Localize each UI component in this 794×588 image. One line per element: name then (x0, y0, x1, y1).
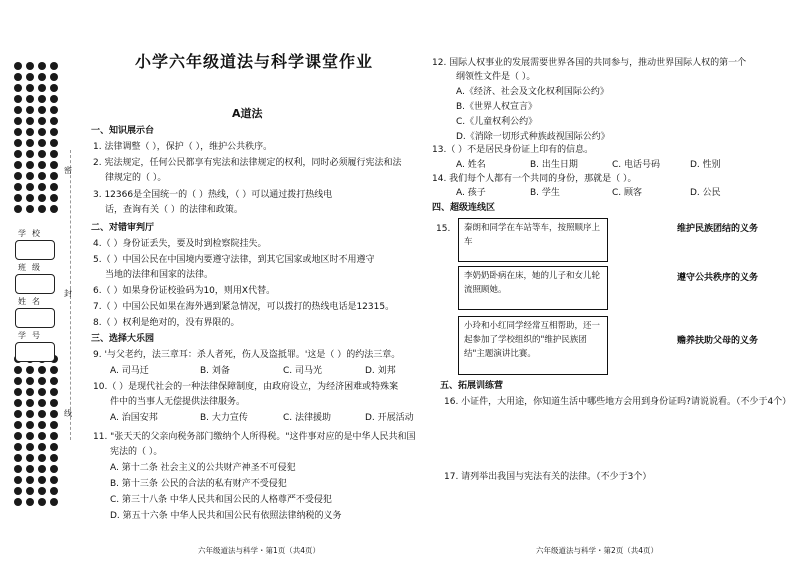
question-8: 8.（ ）权利是绝对的，没有界限的。 (93, 318, 240, 328)
question-12-option-c: C.《儿童权利公约》 (456, 117, 538, 127)
question-10-option-c: C. 法律援助 (283, 413, 332, 423)
binding-dot (26, 150, 34, 158)
binding-dot (26, 432, 34, 440)
section-5-heading: 五、拓展训练营 (440, 381, 504, 391)
question-9-option-d: D. 刘邦 (365, 366, 396, 376)
question-10-line1: 10.（ ）是现代社会的一种法律保障制度，由政府设立，为经济困难或特殊案 (93, 382, 399, 392)
binding-dots-top (14, 62, 60, 213)
binding-dot (50, 421, 58, 429)
binding-dot (26, 476, 34, 484)
question-10-option-b: B. 大力宣传 (200, 413, 248, 423)
binding-dot (26, 388, 34, 396)
binding-dot (38, 421, 46, 429)
binding-dot (26, 205, 34, 213)
binding-dot (14, 95, 22, 103)
binding-dot (50, 487, 58, 495)
binding-dot (50, 432, 58, 440)
school-field[interactable] (15, 240, 55, 260)
binding-dot (26, 128, 34, 136)
binding-dot (50, 183, 58, 191)
binding-dot (14, 432, 22, 440)
binding-dot (38, 432, 46, 440)
question-9-option-b: B. 刘备 (200, 366, 230, 376)
binding-dot (26, 399, 34, 407)
binding-dot (38, 366, 46, 374)
binding-dot (50, 172, 58, 180)
question-12-line1: 12. 国际人权事业的发展需要世界各国的共同参与，推动世界国际人权的第一个 (432, 58, 747, 68)
question-10-line2: 件中的当事人无偿提供法律服务。 (110, 397, 246, 407)
binding-dot (14, 172, 22, 180)
binding-dot (38, 465, 46, 473)
question-11-line1: 11. "张天天的父亲向税务部门缴纳个人所得税。"这件事对应的是中华人民共和国 (93, 432, 416, 442)
question-11-line2: 宪法的（ ）。 (110, 447, 163, 457)
match-left-item-2[interactable] (458, 266, 608, 310)
binding-dot (38, 377, 46, 385)
binding-dot (38, 62, 46, 70)
binding-dot (50, 498, 58, 506)
page-2-footer: 六年级道法与科学・第2页（共4页） (536, 546, 659, 555)
question-15-number: 15. (436, 224, 451, 234)
binding-dot (50, 388, 58, 396)
binding-dot (38, 84, 46, 92)
question-12-option-a: A.《经济、社会及文化权利国际公约》 (456, 87, 609, 97)
binding-dot (26, 454, 34, 462)
binding-dot (26, 106, 34, 114)
question-14-option-d: D. 公民 (690, 188, 721, 198)
binding-dot (14, 443, 22, 451)
match-right-item-1[interactable]: 维护民族团结的义务 (677, 224, 759, 234)
match-left-item-1[interactable] (458, 218, 608, 262)
binding-dot (38, 73, 46, 81)
binding-dot (50, 366, 58, 374)
binding-dot (38, 205, 46, 213)
name-field[interactable] (15, 308, 55, 328)
binding-dot (26, 421, 34, 429)
binding-dot (14, 194, 22, 202)
binding-dot (50, 194, 58, 202)
question-14-option-c: C. 顾客 (612, 188, 643, 198)
question-16: 16. 小证件，大用途，你知道生活中哪些地方会用到身份证吗?请说说看。（不少于4个） (444, 397, 792, 407)
section-2-heading: 二、对错审判厅 (91, 223, 155, 233)
match-left-item-2-text: 李奶奶卧病在床，她的儿子和女儿轮流照顾她。 (464, 271, 601, 295)
binding-dot (14, 128, 22, 136)
binding-strip (0, 0, 80, 588)
binding-dot (50, 476, 58, 484)
question-11-option-d: D. 第五十六条 中华人民共和国公民有依照法律纳税的义务 (110, 511, 342, 521)
binding-dot (50, 150, 58, 158)
match-left-item-3-text: 小玲和小红同学经常互相帮助，还一起参加了学校组织的"维护民族团结"主题演讲比赛。 (464, 321, 601, 359)
question-13: 13.（ ）不是居民身份证上印有的信息。 (432, 145, 594, 155)
question-13-option-d: D. 性别 (690, 160, 721, 170)
section-4-heading: 四、超级连线区 (432, 203, 496, 213)
binding-dot (26, 410, 34, 418)
question-11-option-c: C. 第三十八条 中华人民共和国公民的人格尊严不受侵犯 (110, 495, 332, 505)
question-11-option-a: A. 第十二条 社会主义的公共财产神圣不可侵犯 (110, 463, 296, 473)
section-1-heading: 一、知识展示台 (91, 126, 155, 136)
binding-dot (26, 73, 34, 81)
binding-dot (14, 117, 22, 125)
binding-dot (38, 454, 46, 462)
binding-dot (14, 205, 22, 213)
binding-dot (26, 183, 34, 191)
page-title: 小学六年级道法与科学课堂作业 (135, 52, 374, 71)
question-10-option-a: A. 治国安邦 (110, 413, 158, 423)
binding-dot (38, 95, 46, 103)
binding-dot (38, 388, 46, 396)
binding-dot (26, 465, 34, 473)
binding-dot (14, 84, 22, 92)
binding-dot (14, 388, 22, 396)
binding-dot (38, 106, 46, 114)
name-label: 姓名 (18, 297, 46, 306)
binding-dot (14, 62, 22, 70)
binding-dot (38, 150, 46, 158)
binding-dot (14, 106, 22, 114)
binding-dot (14, 150, 22, 158)
question-2-line1: 2. 宪法规定，任何公民都享有宪法和法律规定的权利，同时必须履行宪法和法 (93, 158, 402, 168)
binding-dot (50, 443, 58, 451)
question-4: 4.（ ）身份证丢失，要及时到检察院挂失。 (93, 239, 267, 249)
question-5-line2: 当地的法律和国家的法律。 (105, 270, 214, 280)
question-14-option-a: A. 孩子 (456, 188, 486, 198)
binding-dot (38, 487, 46, 495)
page-1-footer: 六年级道法与科学・第1页（共4页） (198, 546, 321, 555)
binding-dot (38, 194, 46, 202)
binding-dot (38, 128, 46, 136)
binding-dot (50, 139, 58, 147)
binding-dot (14, 183, 22, 191)
question-9: 9. '与父老约，法三章耳：杀人者死，伤人及盗抵罪。'这是（ ）的约法三章。 (93, 350, 401, 360)
binding-dot (14, 399, 22, 407)
question-13-option-c: C. 电话号码 (612, 160, 661, 170)
binding-dot (50, 106, 58, 114)
binding-dot (26, 377, 34, 385)
binding-dot (26, 172, 34, 180)
binding-dot (14, 139, 22, 147)
binding-dot (26, 498, 34, 506)
binding-dot (38, 183, 46, 191)
binding-dot (14, 454, 22, 462)
question-14-option-b: B. 学生 (530, 188, 560, 198)
binding-dot (38, 476, 46, 484)
binding-dot (38, 498, 46, 506)
binding-dot (14, 465, 22, 473)
student-id-field[interactable] (15, 342, 55, 362)
binding-dot (50, 454, 58, 462)
question-17: 17. 请列举出我国与宪法有关的法律。（不少于3个） (444, 472, 652, 482)
binding-dot (50, 95, 58, 103)
binding-dot (38, 139, 46, 147)
match-left-item-3[interactable] (458, 316, 608, 375)
section-3-heading: 三、选择大乐园 (91, 334, 155, 344)
binding-dot (50, 465, 58, 473)
binding-dot (50, 117, 58, 125)
question-12-option-b: B.《世界人权宣言》 (456, 102, 538, 112)
binding-dot (14, 421, 22, 429)
binding-dot (14, 73, 22, 81)
question-13-option-a: A. 姓名 (456, 160, 486, 170)
class-label: 班级 (18, 263, 46, 272)
question-12-line2: 纲领性文件是（ ）。 (456, 72, 536, 82)
binding-dot (50, 128, 58, 136)
question-1: 1. 法律调整（ ），保护（ ），维护公共秩序。 (93, 142, 273, 152)
binding-dot (26, 366, 34, 374)
question-14: 14. 我们每个人都有一个共同的身份，那就是（ ）。 (432, 174, 637, 184)
binding-dot (14, 487, 22, 495)
binding-dot (26, 84, 34, 92)
binding-dot (14, 377, 22, 385)
question-3-line2: 话，查询有关（ ）的法律和政策。 (105, 205, 243, 215)
binding-dot (50, 73, 58, 81)
binding-dot (14, 161, 22, 169)
question-11-option-b: B. 第十三条 公民的合法的私有财产不受侵犯 (110, 479, 287, 489)
question-13-option-b: B. 出生日期 (530, 160, 578, 170)
binding-dots-bottom (14, 355, 60, 506)
class-field[interactable] (15, 274, 55, 294)
binding-dot (50, 62, 58, 70)
binding-dot (14, 476, 22, 484)
question-12-option-d: D.《消除一切形式种族歧视国际公约》 (456, 132, 610, 142)
binding-dot (50, 410, 58, 418)
seal-mark-feng: 封 (64, 289, 72, 298)
section-a-title: A道法 (232, 107, 263, 120)
binding-dot (26, 117, 34, 125)
binding-dot (38, 399, 46, 407)
binding-dot (50, 205, 58, 213)
binding-dot (26, 487, 34, 495)
binding-dot (38, 117, 46, 125)
question-9-option-c: C. 司马光 (283, 366, 323, 376)
binding-dot (50, 161, 58, 169)
binding-dot (38, 443, 46, 451)
binding-dot (14, 498, 22, 506)
binding-dot (38, 410, 46, 418)
match-right-item-3[interactable]: 赡养扶助父母的义务 (677, 336, 759, 346)
binding-dot (26, 443, 34, 451)
binding-dot (26, 62, 34, 70)
school-label: 学校 (18, 229, 46, 238)
question-7: 7.（ ）中国公民如果在海外遇到紧急情况，可以拨打的热线电话是12315。 (93, 302, 395, 312)
binding-dot (38, 161, 46, 169)
binding-dot (26, 139, 34, 147)
question-6: 6.（ ）如果身份证校验码为10，则用X代替。 (93, 286, 276, 296)
seal-mark-mi: 密 (64, 166, 72, 175)
binding-dot (14, 410, 22, 418)
question-9-option-a: A. 司马迁 (110, 366, 149, 376)
question-5-line1: 5.（ ）中国公民在中国境内要遵守法律，到其它国家或地区时不用遵守 (93, 255, 375, 265)
binding-dot (38, 172, 46, 180)
binding-dot (26, 95, 34, 103)
student-id-label: 学号 (18, 331, 46, 340)
question-2-line2: 律规定的（ ）。 (105, 173, 167, 183)
seal-mark-xian: 线 (64, 409, 72, 418)
binding-dot (50, 84, 58, 92)
question-3-line1: 3. 12366是全国统一的（ ）热线，（ ）可以通过拨打热线电 (93, 190, 333, 200)
binding-dot (50, 399, 58, 407)
match-right-item-2[interactable]: 遵守公共秩序的义务 (677, 273, 759, 283)
binding-dot (26, 161, 34, 169)
binding-dot (26, 194, 34, 202)
match-left-item-1-text: 秦朗和同学在车站等车，按照顺序上车 (464, 223, 601, 247)
binding-dot (14, 366, 22, 374)
binding-dot (50, 377, 58, 385)
question-10-option-d: D. 开展活动 (365, 413, 414, 423)
